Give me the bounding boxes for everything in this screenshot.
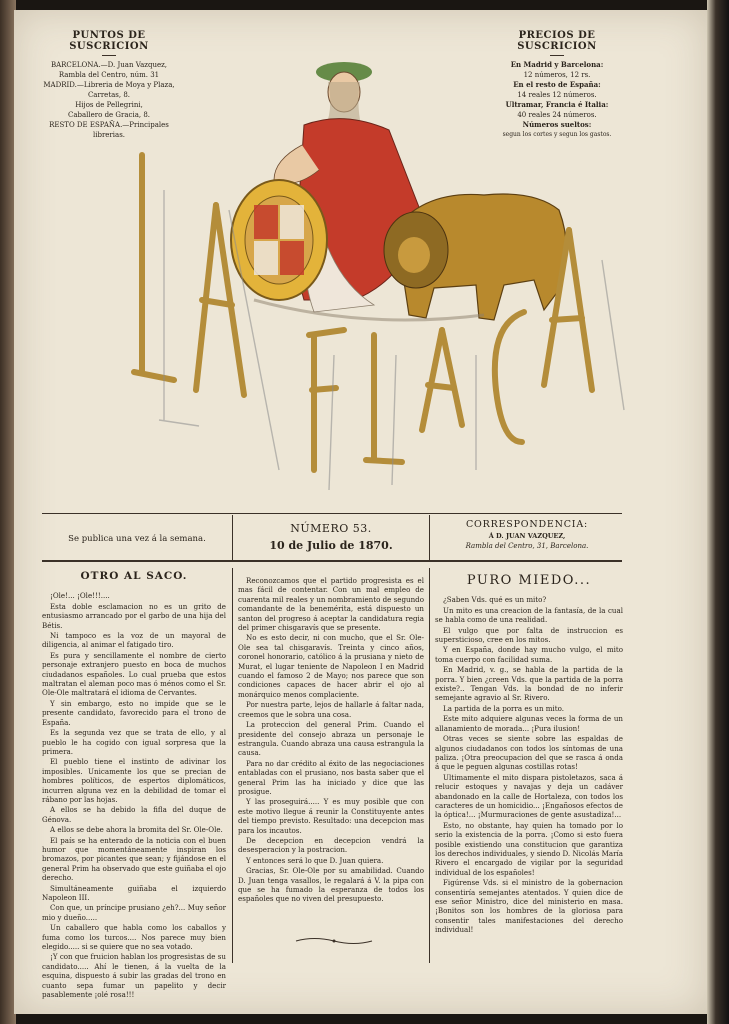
price-line: 14 reales 12 números. [517, 91, 597, 99]
issue-date: 10 de Julio de 1870. [269, 539, 393, 552]
subscription-line: Caballero de Gracia, 8. [67, 111, 150, 119]
paragraph: Figúrense Vds. si el ministro de la gobernacion consentiría semejantes atentados. Y quien dice de ese señor Ministro, dice del ministerio en masa. ¡Bonitos son los hombres de la gloriosa para consentir tales manifestaciones del derecho individual! [435, 878, 623, 935]
article-heading: OTRO AL SACO. [80, 570, 188, 582]
publication-frequency: Se publica una vez á la semana. [68, 534, 206, 544]
subscription-prices-title: PRECIOS DE SUSCRICION [517, 30, 597, 52]
ornament-flourish [294, 936, 374, 946]
subscription-line: MADRID.—Libreria de Moya y Plaza, [43, 81, 175, 89]
correspondence [432, 519, 622, 550]
page-edge [707, 0, 729, 1024]
article-otro-al-saco [42, 570, 226, 1000]
paragraph: Es pura y sencillamente el nombre de cierto personaje extranjero puesto en boca de muchos ciudadanos españoles. Lo cual prueba que estos maltratan el aleman poco mas ó ménos como el Sr. Ole-Ole maltratará el idioma de Cervantes. [42, 650, 226, 698]
paragraph: Y en España, donde hay mucho vulgo, el mito toma cuerpo con facilidad suma. [435, 645, 623, 664]
masthead-illustration [104, 50, 624, 510]
price-line: 12 números, 12 rs. [523, 71, 591, 79]
paragraph: Un mito es una creacion de la fantasía, de la cual se habla como de una realidad. [435, 605, 623, 625]
paragraph: La proteccion del general Prim. Cuando el presidente del consejo abraza un personaje le estrangula. Cuando abraza una causa estrangula la causa. [238, 720, 424, 758]
price-line: segun los cortes y segun los gastos. [502, 131, 612, 138]
info-bar-divider [429, 515, 430, 560]
paragraph: Por nuestra parte, lejos de hallarle á faltar nada, creemos que le sobra una cosa. [238, 700, 424, 719]
info-bar-bottom-rule [42, 560, 622, 562]
paragraph: En Madrid, v. g., se habla de la partida de la porra. Y bien ¿creen Vds. que la partida de la porra existe?.. Tengan Vds. la bondad de no inferir semejante agravio al Sr. Rivero. [435, 665, 623, 703]
price-line: Ultramar, Francia é Italia: [505, 100, 609, 109]
paragraph: Esta doble esclamacion no es un grito de entusiasmo arrancado por el garbo de una hija del Bétis. [42, 601, 226, 630]
issue-number: NÚMERO 53. [290, 522, 372, 535]
paragraph: Ni tampoco es la voz de un mayoral de diligencia, al animar el fatigado tiro. [42, 631, 226, 650]
paragraph: ¡Y con que fruicion hablan los progresistas de su candidato..... Ahí le tienen, á la vuelta de la esquina, dispuesto á subir las gradas del trono en cuanto sepa fumar un papelito y decir pasablemente ¡olé rosa!!! [42, 952, 226, 1000]
paragraph: Este mito adquiere algunas veces la forma de un allanamiento de morada... ¡Pura ilusion! [435, 714, 623, 733]
paragraph: ¡Ole!... ¡Ole!!!.... [50, 591, 110, 601]
newspaper-page [14, 10, 707, 1014]
paragraph: El pueblo tiene el instinto de adivinar los imposibles. Unicamente los que se precian de hombres políticos, de espertos diplomáticos, incurren alguna vez en la debilidad de tomar el rábano por las hojas. [42, 757, 226, 804]
paragraph: El vulgo que por falta de instruccion es supersticioso, cree en los mitos. [435, 625, 623, 645]
paragraph: A ellos se ha debido la fifla del duque de Génova. [42, 805, 226, 824]
paragraph: A ellos se debe ahora la bromita del Sr. Ole-Ole. [50, 825, 223, 835]
paragraph: ¿Saben Vds. qué es un mito? [443, 595, 547, 605]
paragraph: Reconozcamos que el partido progresista es el mas fácil de contentar. Con un mal empleo de cuarenta mil reales y un nombramiento de segundo comandante de la benemérita, está dispuesto un santon del progreso á aceptar la candidatura regia del primer chisgaravís que se presente. [238, 576, 424, 633]
paragraph: Con que, un príncipe prusiano ¿eh?... Muy señor mio y dueño..... [42, 903, 226, 922]
paragraph: Un caballero que habla como los caballos y fuma como los turcos.... Nos parece muy bien elegido..... si se quiere que no sea votado. [42, 923, 226, 952]
paragraph: El país se ha enterado de la noticia con el buen humor que momentáneamente inspiran los bromazos, por picantes que sean; y fijándose en el general Prim ha observado que este guiñaba el ojo derecho. [42, 835, 226, 883]
price-line: En Madrid y Barcelona: [510, 60, 604, 69]
paragraph: Gracias, Sr. Ole-Ole por su amabilidad. Cuando D. Juan tenga vasallos, le regalará á V. la pipa con que se ha fumado la esperanza de todos los españoles que no viven del presupuesto. [238, 866, 424, 904]
subscription-points-title: PUNTOS DE SUSCRICION [69, 30, 149, 52]
paragraph: No es esto decir, ni con mucho, que el Sr. Ole-Ole sea tal chisgaravís. Treinta y cinco años, coronel honorario, católico á la prusiana y nieto de Murat, el lugar teniente de Napoleon I en Madrid cuando el famoso 2 de Mayo; nos parece que son condiciones capaces de hacer abrir el ojo al monárquico menos complaciente. [238, 633, 424, 699]
subscription-line: Rambla del Centro, núm. 31 [58, 71, 160, 79]
info-bar-divider [232, 515, 233, 560]
correspondence-address: Rambla del Centro, 31, Barcelona. [465, 542, 589, 550]
paragraph: Es la segunda vez que se trata de ello, y al pueblo le ha cogido con igual sorpresa que la primera. [42, 728, 226, 756]
paragraph: Simultáneamente guiñaba el izquierdo Napoleon III. [42, 883, 226, 902]
paragraph: De decepcion en decepcion vendrá la desesperacion y la postracion. [238, 835, 424, 855]
correspondence-recipient: Á D. JUAN VAZQUEZ, [488, 532, 566, 540]
paragraph: Y las proseguirá..... Y es muy posible que con este motivo llegue á reunir la Constituyente antes del tiempo previsto. Resultado: una decepcion mas para los incautos. [238, 797, 424, 835]
price-line: En el resto de España: [513, 80, 601, 89]
issue-info [236, 522, 426, 552]
subscription-line: RESTO DE ESPAÑA.—Principales [49, 121, 169, 129]
subscription-line: Hijos de Pellegrini, [75, 101, 143, 109]
subscription-line: Carretas, 8. [87, 91, 131, 99]
price-line: 40 reales 24 números. [517, 111, 597, 119]
article-continuation [238, 576, 424, 936]
column-divider [429, 568, 430, 963]
article-heading: PURO MIEDO... [466, 573, 592, 588]
paragraph: Y entonces será lo que D. Juan quiera. [246, 855, 384, 865]
paragraph: Para no dar crédito al éxito de las negociaciones entabladas con el prusiano, nos basta saber que el general Prim las ha iniciado y dice que las prosigue. [238, 758, 424, 796]
price-line: Números sueltos: [522, 120, 592, 129]
correspondence-title: CORRESPONDENCIA: [465, 519, 589, 530]
column-divider [232, 568, 233, 963]
paragraph: La partida de la porra es un mito. [443, 703, 565, 713]
info-bar-top-rule [42, 513, 622, 514]
subscription-line: BARCELONA.—D. Juan Vazquez, [50, 61, 168, 69]
paragraph: Ultimamente el mito dispara pistoletazos, saca á relucir estoques y navajas y deja un cadáver abandonado en la calle de Hortaleza, con todos los caracteres de un homicidio... ¡Engañosos efectos de la óptica!... ¡Murmuraciones de gente asustadiza!... [435, 772, 623, 820]
article-puro-miedo [435, 573, 623, 966]
subscription-line: librerias. [92, 131, 126, 139]
paragraph: Otras veces se siente sobre las espaldas de algunos ciudadanos con todos los síntomas de una paliza. ¡Otra preocupacion del que se rasca á onda á que le peguen algunas costillas rotas! [435, 734, 623, 772]
paragraph: Y sin embargo, esto no impide que se le presente candidato, favorecido para el trono de España. [42, 698, 226, 727]
paragraph: Esto, no obstante, hay quien ha tomado por lo serio la existencia de la porra. ¡Como si esto fuera posible existiendo una constitucion que garantiza los derechos individuales, y siendo D. Nicolás María Rivero el encargado de vigilar por la seguridad individual de los españoles! [435, 820, 623, 877]
